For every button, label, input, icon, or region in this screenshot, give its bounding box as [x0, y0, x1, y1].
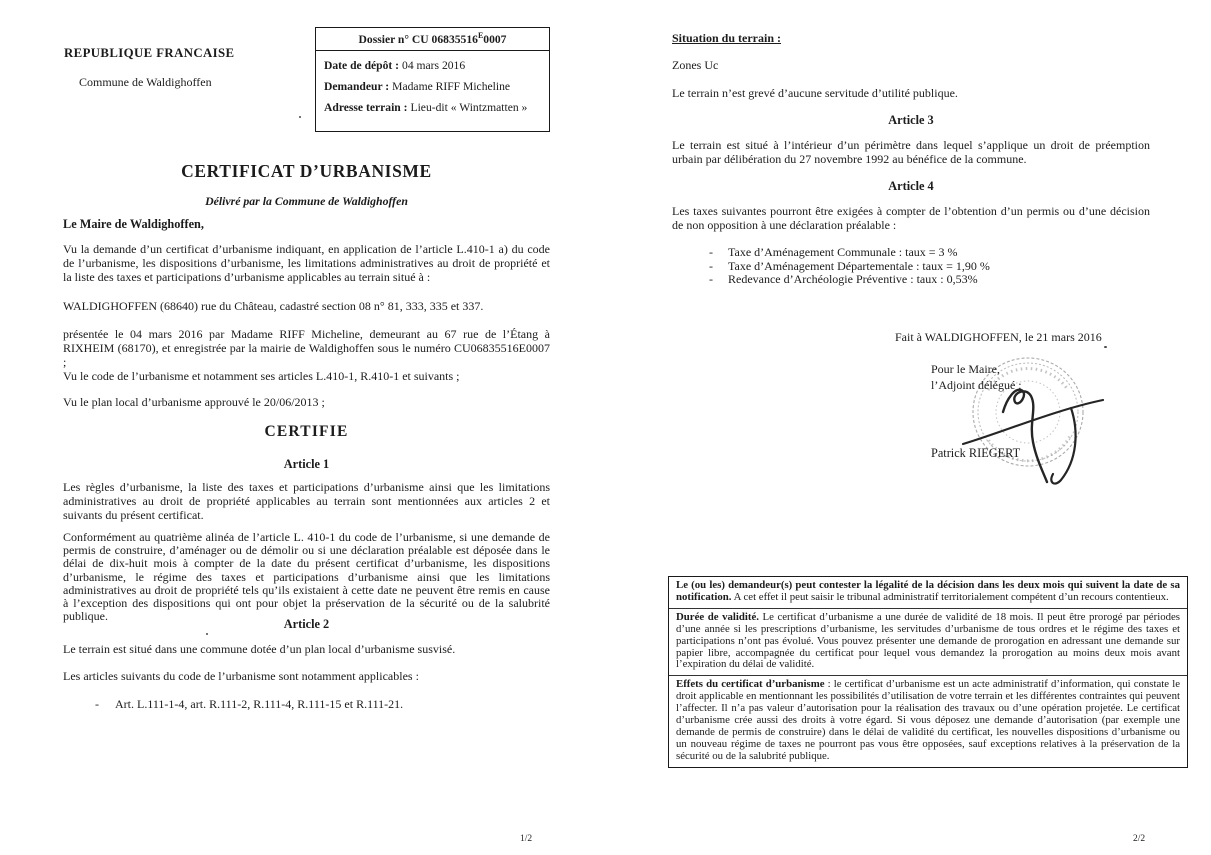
signature-loop-stroke — [1003, 390, 1047, 482]
dossier-number-suffix: 0007 — [483, 32, 507, 46]
paragraph-presentee: présentée le 04 mars 2016 par Madame RIFF Micheline, demeurant au 67 rue de l’Étang à RIXHEIM (68170), et enregistrée par la mairie de Waldighoffen sous le numéro CU06835516E0007 ; — [63, 327, 550, 369]
bullet-text: Art. L.111-1-4, art. R.111-2, R.111-4, R.111-15 et R.111-21. — [115, 697, 404, 711]
bullet-dash: - — [709, 258, 713, 273]
republic-heading: REPUBLIQUE FRANCAISE — [64, 46, 235, 60]
dossier-demandeur-row — [316, 72, 549, 93]
article4-paragraph: Les taxes suivantes pourront être exigées à compter de l’obtention d’un permis ou d’une décision de non opposition à une déclaration préalable : — [672, 204, 1150, 232]
article3-heading: Article 3 — [888, 113, 934, 127]
tax-text: Taxe d’Aménagement Communale : taux = 3 % — [728, 245, 958, 259]
article1-paragraph2: Conformément au quatrième alinéa de l’article L. 410-1 du code de l’urbanisme, si une demande de permis de construire, d’aménager ou de démolir ou si une déclaration préalable est déposée dans le délai de dix-huit mois à compter de la date du présent certificat d’urbanisme, les dispositions d’urbanisme, le régime des taxes et participations d’urbanisme ainsi que les limitations administratives au droit de propriété tels qu’ils existaient à cette date ne peuvent être remis en cause à l’exception des dispositions qui ont pour objet la préservation de la sécurité ou de la salubrité publique. — [63, 530, 550, 624]
legal-lead: Le (ou les) demandeur(s) peut contester la légalité de la décision dans les deux mois qui suivent la date de sa notification. — [676, 579, 1180, 603]
zones-line: Zones Uc — [672, 58, 719, 72]
document-subtitle: Délivré par la Commune de Waldighoffen — [205, 194, 408, 208]
pour-le-maire-line: Pour le Maire, — [931, 362, 1000, 376]
article1-paragraph1: Les règles d’urbanisme, la liste des taxes et participations d’urbanisme ainsi que les limitations administratives au droit de propriété applicables au terrain sont mentionnées aux articles 2 et suivants du présent certificat. — [63, 480, 550, 522]
article2-bullet-item — [95, 698, 550, 712]
adresse-terrain-label: Adresse terrain : — [324, 100, 408, 114]
tax-text: Taxe d’Aménagement Départementale : taux = 1,90 % — [728, 258, 990, 273]
bullet-dash: - — [95, 697, 99, 711]
commune-line: Commune de Waldighoffen — [79, 75, 212, 89]
demandeur-label: Demandeur : — [324, 79, 390, 93]
bullet-dash: - — [709, 272, 713, 286]
legal-row-contestation — [669, 577, 1187, 608]
page-number-left: 1/2 — [520, 834, 533, 844]
article2-paragraph2: Les articles suivants du code de l’urbanisme sont notamment applicables : — [63, 669, 419, 683]
paragraph-vu-code: Vu le code de l’urbanisme et notamment ses articles L.410-1, R.410-1 et suivants ; — [63, 369, 460, 383]
bullet-dash: - — [709, 245, 713, 259]
article3-paragraph: Le terrain est situé à l’intérieur d’un périmètre dans lequel s’applique un droit de préemption urbain par délibération du 27 novembre 1992 au bénéfice de la commune. — [672, 138, 1150, 166]
demandeur-value: Madame RIFF Micheline — [392, 79, 511, 93]
adjoint-delegue-line: l’Adjoint délégué : — [931, 377, 1022, 392]
document-title: CERTIFICAT D’URBANISME — [181, 161, 432, 181]
legal-row-duree-validite — [669, 608, 1187, 676]
legal-lead: Effets du certificat d’urbanisme — [676, 678, 825, 691]
dossier-date-row — [316, 51, 549, 72]
dossier-adresse-row — [316, 93, 549, 114]
scan-speck — [299, 116, 301, 118]
fait-a-line: Fait à WALDIGHOFFEN, le 21 mars 2016 — [895, 330, 1102, 344]
dossier-number-sup: E — [477, 31, 484, 40]
situation-heading: Situation du terrain : — [672, 31, 782, 45]
date-depot-value: 04 mars 2016 — [402, 58, 466, 72]
scan-speck — [1104, 346, 1107, 348]
tax-item-archeologie — [709, 273, 1149, 287]
paragraph-vu-demande: Vu la demande d’un certificat d’urbanisme indiquant, en application de l’article L.410-1 a) du code de l’urbanisme, les dispositions d’urbanisme, les limitations administratives au droit de propriété et la liste des taxes et participations d’urbanisme applicables au terrain situé à : — [63, 242, 550, 284]
legal-rest: A cet effet il peut saisir le tribunal administratif territorialement compétent d’un recours contentieux. — [731, 590, 1169, 603]
article2-heading: Article 2 — [283, 617, 330, 631]
dossier-number-prefix: Dossier n° CU 06835516 — [358, 32, 478, 46]
legal-rest: Le certificat d’urbanisme a une durée de validité de 18 mois. Il peut être prorogé par périodes d’une année si les prescriptions d’urbanisme, les servitudes d’urbanisme de tous ordres et le régime des taxes et participations n’ont pas évolué. Vous pouvez présenter une demande de prorogation en adressant une demande sur papier libre, accompagnée du certificat pour lequel vous demandez la prorogation au moins deux mois avant l’expiration du délai de validité. — [676, 610, 1180, 671]
article4-heading: Article 4 — [888, 179, 934, 193]
scan-speck — [206, 633, 208, 635]
legal-lead: Durée de validité. — [676, 610, 759, 623]
adresse-terrain-value: Lieu-dit « Wintzmatten » — [410, 100, 528, 114]
salutation: Le Maire de Waldighoffen, — [63, 217, 204, 231]
date-depot-label: Date de dépôt : — [324, 58, 400, 72]
certifie-heading: CERTIFIE — [264, 423, 349, 440]
servitude-line: Le terrain n’est grevé d’aucune servitude d’utilité publique. — [672, 86, 958, 100]
signatory-name: Patrick RIEGERT — [931, 446, 1021, 460]
page-number-right: 2/2 — [1133, 834, 1146, 844]
article2-paragraph1: Le terrain est situé dans une commune dotée d’un plan local d’urbanisme susvisé. — [63, 642, 456, 656]
legal-rest: : le certificat d’urbanisme est un acte administratif d’information, qui constate le droit applicable en mentionnant les possibilités d’utilisation de votre terrain et les différentes contraintes qui peuvent l’affecter. Il n’a pas valeur d’autorisation pour la réalisation des travaux ou d’une opération projetée. Le certificat d’urbanisme crée aussi des droits à votre égard. Si vous déposez une demande d’autorisation (par exemple une demande de permis de construire) dans le délai de validité du certificat, les nouvelles dispositions d’urbanisme ou un nouveau régime de taxes ne pourront pas vous être opposées, sauf exceptions relatives à la préservation de la sécurité ou de la salubrité publique. — [676, 678, 1181, 762]
dossier-number — [316, 28, 549, 51]
legal-notice-box — [668, 576, 1188, 768]
article1-heading: Article 1 — [283, 457, 330, 471]
dossier-info-box — [315, 27, 550, 132]
legal-row-effets — [669, 675, 1187, 766]
tax-item-communale — [709, 246, 1149, 260]
tax-text: Redevance d’Archéologie Préventive : taux : 0,53% — [728, 272, 978, 286]
paragraph-terrain: WALDIGHOFFEN (68640) rue du Château, cadastré section 08 n° 81, 333, 335 et 337. — [63, 299, 484, 313]
paragraph-vu-plan: Vu le plan local d’urbanisme approuvé le 20/06/2013 ; — [63, 395, 325, 409]
signature-block — [931, 362, 1022, 393]
